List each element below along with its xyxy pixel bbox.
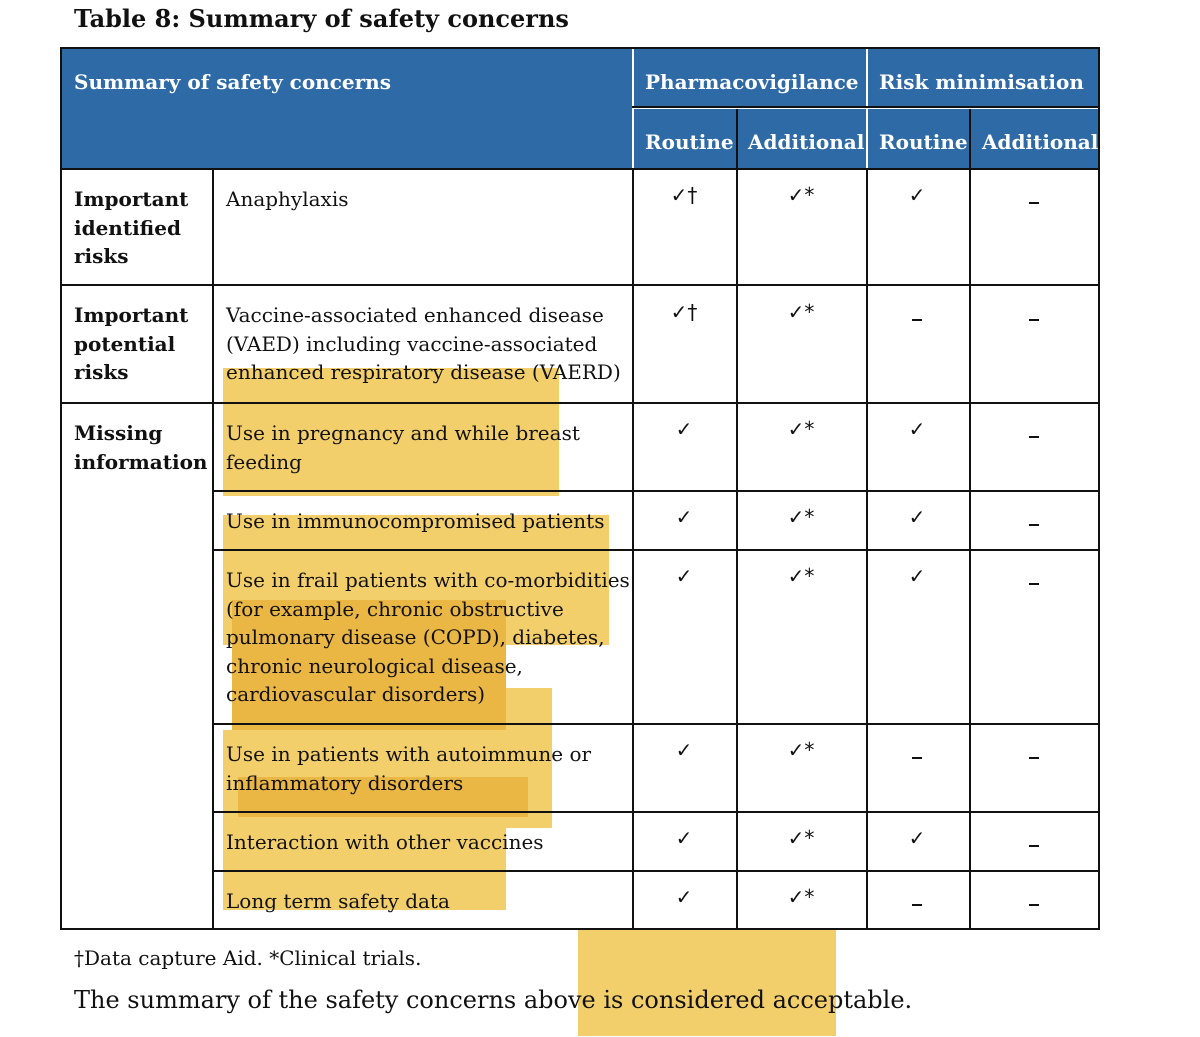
- grid-line: [212, 811, 1098, 813]
- concern-line: Interaction with other vaccines: [226, 830, 544, 854]
- concern-line: feeding: [226, 449, 302, 474]
- concern-line: Use in immunocompromised patients: [226, 509, 605, 533]
- category-line: Important: [74, 303, 189, 327]
- concern-line: pulmonary disease (COPD), diabetes,: [226, 625, 605, 649]
- concern-interaction-vaccines: [226, 828, 544, 857]
- grid-line: [62, 402, 1098, 404]
- category-potential-risks: [74, 301, 188, 387]
- conclusion-text: The summary of the safety concerns above is considered acceptable.: [74, 986, 913, 1014]
- concern-line: Use in frail patients with co-morbidities: [226, 568, 630, 592]
- highlight: [578, 928, 836, 1036]
- concern-line: Use in pregnancy and while breast: [226, 421, 580, 445]
- concern-anaphylaxis: [226, 185, 349, 214]
- header-routine-rm: Routine: [879, 130, 968, 154]
- concern-line: (VAED) including vaccine-associated: [226, 331, 598, 356]
- concern-line: enhanced respiratory disease (VAERD): [226, 360, 621, 384]
- grid-line: [62, 168, 1098, 170]
- rm-routine-dash: [912, 904, 922, 906]
- rm-additional-dash: [1029, 202, 1039, 204]
- pv-additional-mark: ✓*: [787, 505, 815, 529]
- pv-routine-mark: ✓†: [670, 183, 698, 207]
- rm-additional-dash: [1029, 583, 1039, 585]
- concern-long-term-safety: [226, 887, 450, 916]
- header-additional-pv: Additional: [748, 130, 865, 154]
- grid-line: [866, 168, 868, 930]
- category-line: risks: [74, 244, 129, 268]
- concern-vaed: [226, 301, 621, 387]
- rm-additional-dash: [1029, 757, 1039, 759]
- concern-line: inflammatory disorders: [226, 770, 464, 795]
- pv-additional-mark: ✓*: [787, 300, 815, 324]
- category-line: identified: [74, 215, 181, 240]
- rm-routine-dash: [912, 319, 922, 321]
- concern-line: cardiovascular disorders): [226, 682, 486, 706]
- rm-additional-dash: [1029, 436, 1039, 438]
- pv-routine-mark: ✓: [675, 564, 693, 588]
- header-routine-pv: Routine: [645, 130, 734, 154]
- pv-additional-mark: ✓*: [787, 417, 815, 441]
- grid-line: [62, 284, 1098, 286]
- grid-line: [212, 723, 1098, 725]
- pv-routine-mark: ✓: [675, 885, 693, 909]
- rm-additional-dash: [1029, 904, 1039, 906]
- pv-additional-mark: ✓*: [787, 885, 815, 909]
- pv-additional-mark: ✓*: [787, 564, 815, 588]
- header-risk-minimisation: Risk minimisation: [879, 70, 1084, 94]
- table-title: Table 8: Summary of safety concerns: [74, 4, 569, 33]
- header-pharmacovigilance: Pharmacovigilance: [645, 70, 859, 94]
- grid-line: [212, 549, 1098, 551]
- grid-line: [212, 168, 214, 930]
- category-line: potential: [74, 331, 176, 356]
- pv-additional-mark: ✓*: [787, 738, 815, 762]
- header-summary: Summary of safety concerns: [74, 70, 391, 94]
- grid-line: [212, 870, 1098, 872]
- table-footnote: †Data capture Aid. *Clinical trials.: [74, 946, 422, 970]
- category-line: Missing: [74, 421, 163, 445]
- pv-routine-mark: ✓: [675, 826, 693, 850]
- rm-routine-mark: ✓: [908, 826, 926, 850]
- safety-concerns-table: [60, 47, 1100, 930]
- pv-additional-mark: ✓*: [787, 183, 815, 207]
- rm-routine-dash: [912, 757, 922, 759]
- category-line: Important: [74, 187, 189, 211]
- header-separator: [969, 109, 971, 168]
- pv-routine-mark: ✓: [675, 505, 693, 529]
- rm-additional-dash: [1029, 845, 1039, 847]
- concern-line: Vaccine-associated enhanced disease: [226, 303, 604, 327]
- header-separator: [632, 106, 1098, 108]
- header-separator: [736, 109, 738, 168]
- concern-autoimmune: [226, 740, 591, 797]
- rm-additional-dash: [1029, 524, 1039, 526]
- grid-line: [212, 490, 1098, 492]
- pv-routine-mark: ✓†: [670, 300, 698, 324]
- rm-routine-mark: ✓: [908, 505, 926, 529]
- concern-pregnancy: [226, 419, 580, 476]
- grid-line: [632, 168, 634, 930]
- grid-line: [969, 168, 971, 930]
- category-line: risks: [74, 360, 129, 384]
- category-line: information: [74, 449, 208, 474]
- concern-line: Anaphylaxis: [226, 187, 349, 211]
- concern-line: Long term safety data: [226, 889, 450, 913]
- pv-additional-mark: ✓*: [787, 826, 815, 850]
- category-identified-risks: [74, 185, 188, 271]
- pv-routine-mark: ✓: [675, 738, 693, 762]
- header-additional-rm: Additional: [982, 130, 1099, 154]
- concern-line: Use in patients with autoimmune or: [226, 742, 592, 766]
- category-missing-information: [74, 419, 207, 476]
- rm-additional-dash: [1029, 319, 1039, 321]
- concern-frail-patients: [226, 566, 630, 709]
- rm-routine-mark: ✓: [908, 183, 926, 207]
- concern-immunocompromised: [226, 507, 605, 536]
- rm-routine-mark: ✓: [908, 564, 926, 588]
- rm-routine-mark: ✓: [908, 417, 926, 441]
- concern-line: (for example, chronic obstructive: [226, 596, 564, 621]
- pv-routine-mark: ✓: [675, 417, 693, 441]
- concern-line: chronic neurological disease,: [226, 653, 523, 678]
- grid-line: [736, 168, 738, 930]
